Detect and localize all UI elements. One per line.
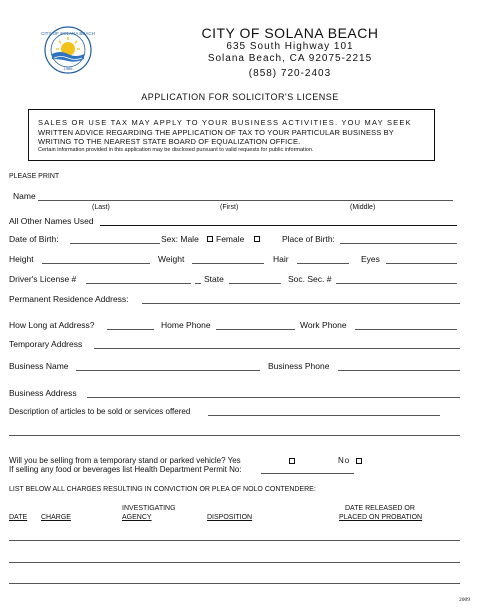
seal-year-text: 1986 (63, 66, 73, 71)
first-name-caption: (First) (220, 204, 239, 211)
name-input-line[interactable] (38, 200, 453, 201)
food-permit-input-line[interactable] (261, 473, 354, 474)
work-phone-label: Work Phone (300, 320, 347, 330)
charges-heading: LIST BELOW ALL CHARGES RESULTING IN CONVICTION OR PLEA OF NOLO CONTENDERE: (9, 486, 316, 493)
col-agency-header: AGENCY (122, 514, 152, 521)
col-charge-header: CHARGE (41, 514, 71, 521)
temporary-address-label: Temporary Address (9, 339, 83, 349)
state-label: State (204, 274, 224, 284)
home-phone-label: Home Phone (161, 320, 211, 330)
dob-label: Date of Birth: (9, 234, 59, 244)
ssn-label: Soc. Sec. # (288, 274, 332, 284)
articles-input-line[interactable] (208, 415, 440, 416)
temporary-address-input-line[interactable] (94, 348, 460, 349)
place-of-birth-label: Place of Birth: (282, 234, 335, 244)
city-phone: (858) 720-2403 (248, 68, 332, 79)
place-of-birth-input-line[interactable] (340, 243, 457, 244)
business-phone-input-line[interactable] (338, 370, 460, 371)
business-name-label: Business Name (9, 361, 69, 371)
col-probation-header: PLACED ON PROBATION (339, 514, 423, 521)
notice-line-3: WRITING TO THE NEAREST STATE BOARD OF EQUALIZATION OFFICE. (38, 137, 301, 146)
how-long-label: How Long at Address? (9, 320, 95, 330)
tax-notice-box (28, 109, 435, 161)
business-name-input-line[interactable] (76, 370, 260, 371)
eyes-input-line[interactable] (386, 263, 457, 264)
temp-stand-no-label: No (338, 456, 351, 465)
temp-stand-yes-checkbox[interactable] (289, 458, 295, 464)
food-permit-label: If selling any food or beverages list Health Department Permit No: (9, 465, 242, 474)
city-name: CITY OF SOLANA BEACH (201, 25, 379, 41)
notice-line-1: SALES OR USE TAX MAY APPLY TO YOUR BUSINESS ACTIVITIES. YOU MAY SEEK (38, 118, 412, 127)
charge-row-line-2[interactable] (9, 562, 460, 563)
col-investigating-label: INVESTIGATING (122, 505, 176, 512)
last-name-caption: (Last) (92, 204, 110, 211)
business-address-label: Business Address (9, 388, 77, 398)
notice-line-2: WRITTEN ADVICE REGARDING THE APPLICATION OF TAX TO YOUR PARTICULAR BUSINESS BY (38, 128, 394, 137)
temp-stand-no-checkbox[interactable] (356, 458, 362, 464)
col-date-header: DATE (9, 514, 28, 521)
charge-row-line-1[interactable] (9, 540, 460, 541)
sex-male-label: Sex: Male (161, 234, 199, 244)
female-checkbox[interactable] (254, 236, 260, 242)
female-label: Female (216, 234, 245, 244)
please-print-label: PLEASE PRINT (9, 173, 60, 180)
male-checkbox[interactable] (207, 236, 213, 242)
form-year-footer: 2009 (459, 597, 470, 603)
business-address-input-line[interactable] (87, 397, 460, 398)
name-label: Name (13, 191, 36, 201)
permanent-address-input-line[interactable] (142, 303, 460, 304)
ssn-input-line[interactable] (336, 283, 457, 284)
home-phone-input-line[interactable] (216, 329, 295, 330)
other-names-label: All Other Names Used (9, 216, 94, 226)
col-disposition-header: DISPOSITION (207, 514, 253, 521)
address-line-1: 635 South Highway 101 (226, 41, 354, 52)
address-line-2: Solana Beach, CA 92075-2215 (207, 53, 373, 64)
work-phone-input-line[interactable] (355, 329, 457, 330)
notice-line-4: Certain information provided in this application may be disclosed pursuant to valid requests for public information. (38, 147, 314, 153)
permanent-address-label: Permanent Residence Address: (9, 294, 129, 304)
middle-name-caption: (Middle) (350, 204, 376, 211)
articles-input-line-2[interactable] (9, 435, 460, 436)
state-input-line[interactable] (229, 283, 281, 284)
hair-label: Hair (273, 254, 289, 264)
drivers-license-input-line[interactable] (86, 283, 191, 284)
height-label: Height (9, 254, 34, 264)
business-phone-label: Business Phone (268, 361, 330, 371)
height-input-line[interactable] (42, 263, 150, 264)
dob-input-line[interactable] (70, 243, 160, 244)
drivers-license-extra-line (195, 283, 201, 284)
col-date-released-label: DATE RELEASED OR (345, 505, 415, 512)
articles-label: Description of articles to be sold or services offered (9, 407, 191, 416)
seal-top-text: CITY OF SOLANA BEACH (41, 31, 95, 36)
city-seal-logo (37, 25, 99, 75)
charge-row-line-3[interactable] (9, 583, 460, 584)
form-title: APPLICATION FOR SOLICITOR'S LICENSE (141, 92, 339, 102)
temporary-stand-question: Will you be selling from a temporary stand or parked vehicle? Yes (9, 456, 241, 465)
hair-input-line[interactable] (297, 263, 349, 264)
weight-input-line[interactable] (192, 263, 264, 264)
weight-label: Weight (158, 254, 185, 264)
how-long-input-line[interactable] (107, 329, 154, 330)
other-names-input-line[interactable] (100, 225, 457, 226)
drivers-license-label: Driver's License # (9, 274, 77, 284)
eyes-label: Eyes (361, 254, 380, 264)
